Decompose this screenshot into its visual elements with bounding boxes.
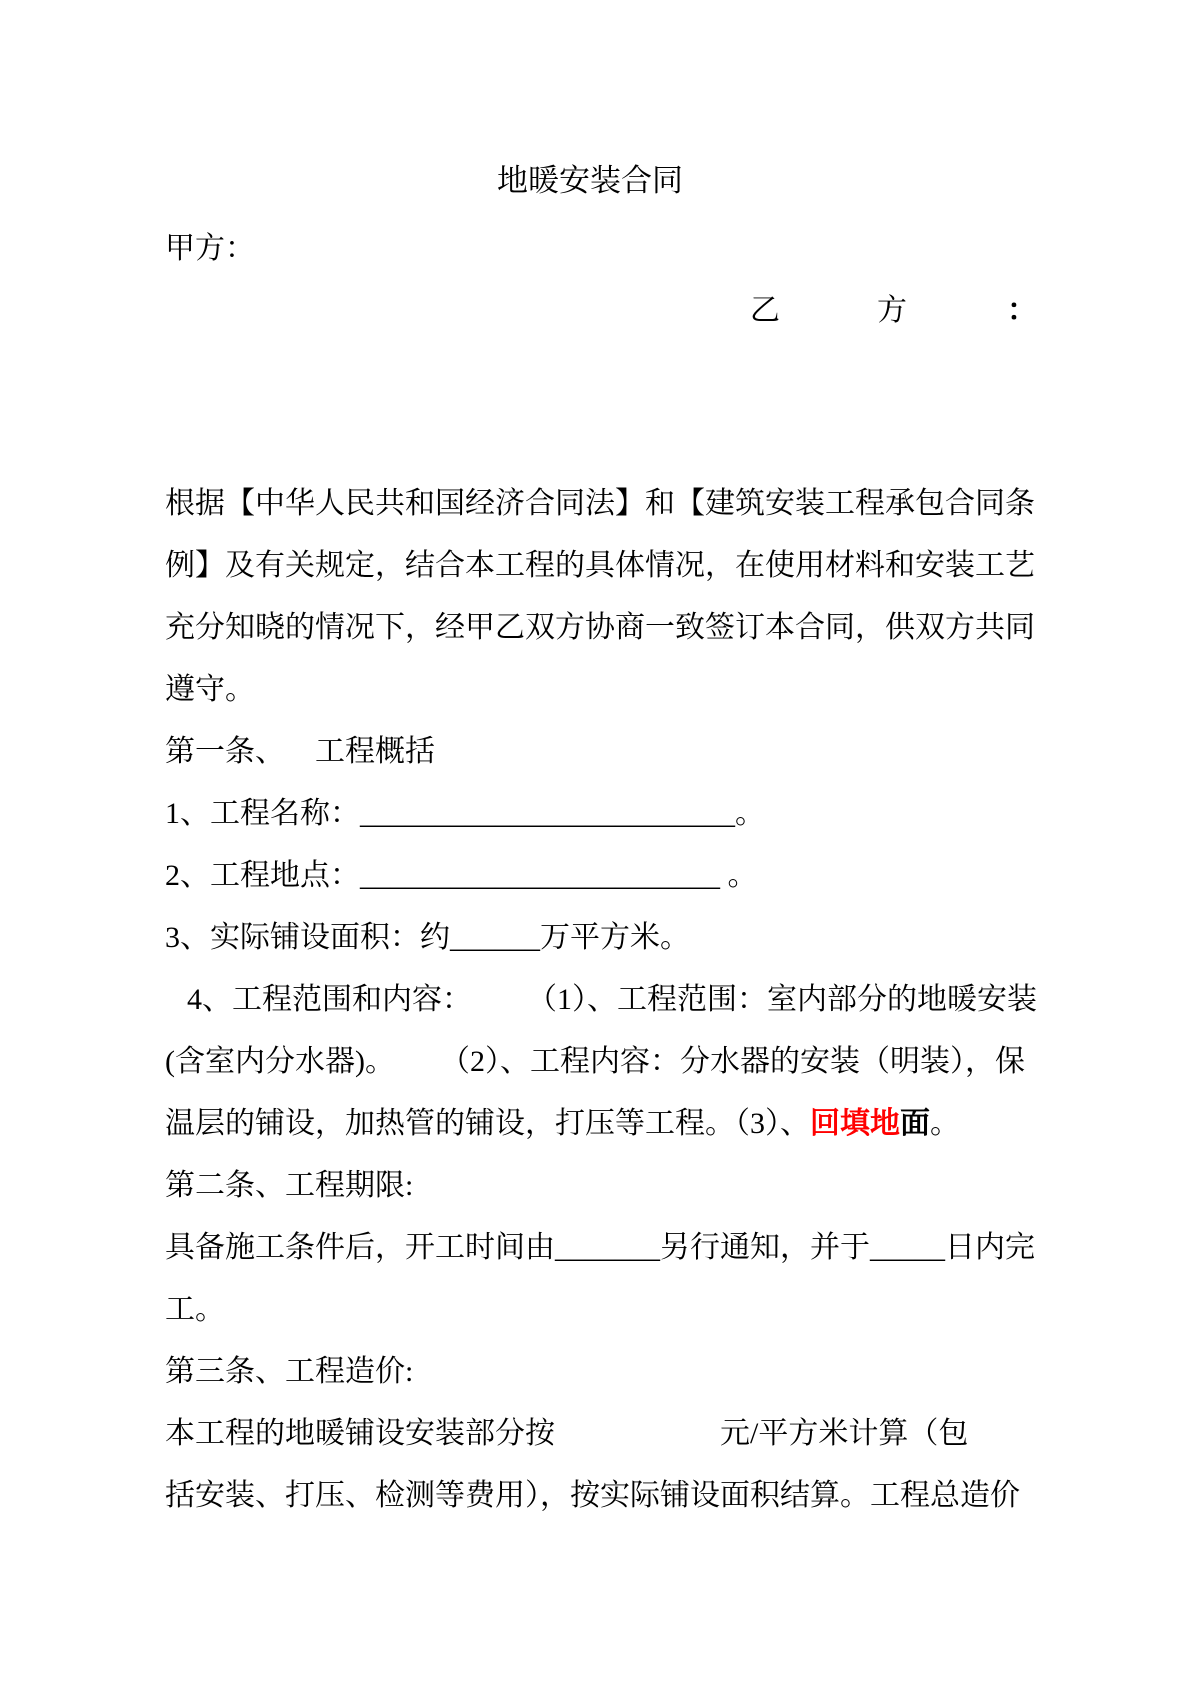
article1-heading	[165, 721, 1015, 783]
preamble-line-2: 例】及有关规定，结合本工程的具体情况，在使用材料和安装工艺	[165, 549, 1035, 582]
item4-indent	[165, 1008, 187, 1009]
article2-line-1	[165, 1217, 1035, 1279]
article1-item2-project-location	[165, 845, 1015, 907]
scope-text: （1）、工程范围：室内部分的地暖安装	[527, 983, 1037, 1016]
backfill-floor-period: 。	[930, 1107, 960, 1140]
party-b-gap	[907, 319, 1007, 320]
party-b-line	[165, 280, 1037, 342]
project-name-label: 1、工程名称：	[165, 797, 360, 830]
indoor-manifold-text: (含室内分水器)。	[165, 1045, 395, 1078]
article1-item1-project-name	[165, 783, 1015, 845]
completion-days-blank-line: _____	[870, 1231, 945, 1264]
project-location-period: 。	[720, 859, 758, 892]
scope-and-content-label: 4、工程范围和内容：	[187, 983, 472, 1016]
party-b-char-yi: 乙	[750, 294, 780, 327]
project-location-blank-line: ________________________	[360, 859, 720, 892]
article1-item4-line-1	[165, 969, 1037, 1031]
backfill-floor-red-text: 回填地	[810, 1107, 900, 1140]
content-text: （2）、工程内容：分水器的安装（明装），保	[439, 1045, 1025, 1078]
article3-line-2: 括安装、打压、检测等费用），按实际铺设面积结算。工程总造价	[165, 1479, 1020, 1512]
article1-heading-number: 第一条、	[165, 735, 285, 768]
item4-gap	[395, 1070, 440, 1071]
laying-area-suffix: 万平方米。	[540, 921, 690, 954]
preamble-line-3: 充分知晓的情况下，经甲乙双方协商一致签订本合同，供双方共同	[165, 611, 1035, 644]
article2-line-2: 工。	[165, 1293, 225, 1326]
party-b-gap	[780, 319, 877, 320]
price-basis-text: 本工程的地暖铺设安装部分按	[165, 1417, 555, 1450]
heading-gap	[285, 760, 315, 761]
laying-area-label: 3、实际铺设面积：约	[165, 921, 450, 954]
unit-price-blank-space	[555, 1442, 720, 1443]
party-b-colon: ：	[1007, 294, 1037, 327]
blank-space	[165, 342, 1015, 473]
article2-heading: 第二条、工程期限:	[165, 1169, 414, 1202]
document-body	[165, 0, 1037, 1527]
laying-area-blank-line: ______	[450, 921, 540, 954]
notice-text: 另行通知，并于	[660, 1231, 870, 1264]
article3-line-1	[165, 1403, 1015, 1465]
per-square-meter-text: 元/平方米计算（包	[720, 1417, 969, 1450]
start-notice-blank-line: _______	[555, 1231, 660, 1264]
document-title: 地暖安装合同	[497, 163, 683, 198]
preamble-line-1: 根据【中华人民共和国经济合同法】和【建筑安装工程承包合同条	[165, 487, 1035, 520]
backfill-floor-bold-text: 面	[900, 1107, 930, 1140]
article1-heading-title: 工程概括	[315, 735, 435, 768]
project-name-period: 。	[735, 797, 765, 830]
construction-condition-text: 具备施工条件后，开工时间由	[165, 1231, 555, 1264]
article1-item3-laying-area	[165, 907, 1015, 969]
party-b-char-fang: 方	[877, 294, 907, 327]
article3-heading: 第三条、工程造价:	[165, 1355, 414, 1388]
article1-item4-line-2	[165, 1031, 1025, 1093]
project-location-label: 2、工程地点：	[165, 859, 360, 892]
completion-text: 日内完	[945, 1231, 1035, 1264]
party-a-label: 甲方：	[165, 232, 255, 265]
project-name-blank-line: _________________________	[360, 797, 735, 830]
preamble-line-4: 遵守。	[165, 673, 255, 706]
article1-item4-line-3	[165, 1093, 1015, 1155]
content-text-continued: 温层的铺设，加热管的铺设，打压等工程。（3）、	[165, 1107, 810, 1140]
item4-gap	[472, 1008, 527, 1009]
